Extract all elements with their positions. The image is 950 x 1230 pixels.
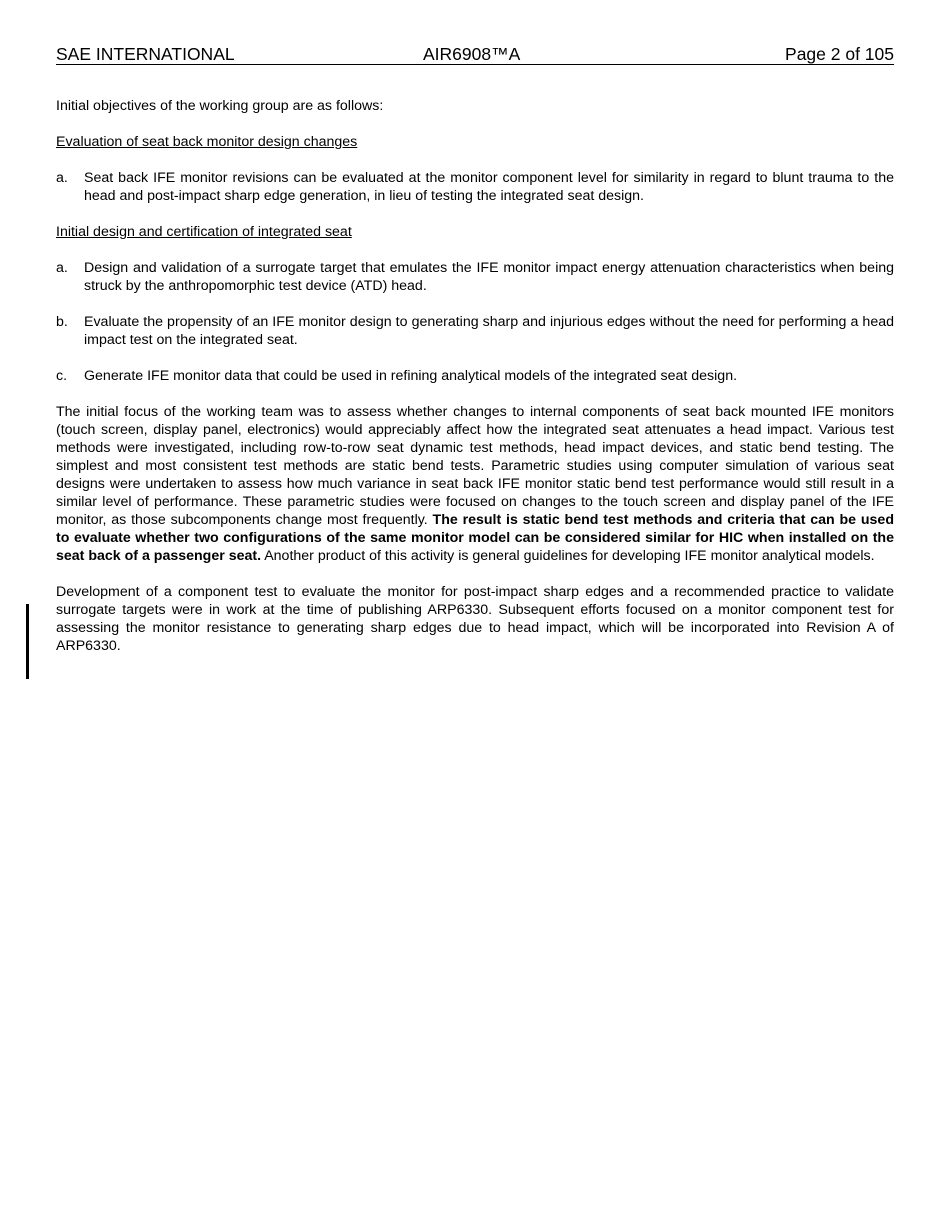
list-item-text: Design and validation of a surrogate target that emulates the IFE monitor impact energy attenuation characteristics when being struck by the anthropomorphic test device (ATD) head. xyxy=(84,260,894,294)
list-marker: c. xyxy=(56,368,68,384)
list-marker: a. xyxy=(56,260,68,276)
paragraph-bold-result: The result is static bend test methods and criteria that can be used to evaluate whether two configurations of the same monitor model can be considered similar for HIC when installed on the seat back of a passenger seat. xyxy=(56,512,894,564)
paragraph-initial-focus xyxy=(56,403,894,565)
list-item xyxy=(56,313,894,349)
list-item xyxy=(56,367,894,385)
header-organization: SAE INTERNATIONAL xyxy=(56,44,235,64)
revision-change-bar xyxy=(26,604,29,679)
list-item-text: Evaluate the propensity of an IFE monitor design to generating sharp and injurious edges without the need for performing a head impact test on the integrated seat. xyxy=(84,314,894,348)
list-item-text: Seat back IFE monitor revisions can be evaluated at the monitor component level for similarity in regard to blunt trauma to the head and post-impact sharp edge generation, in lieu of testing the integrated seat design. xyxy=(84,170,894,204)
list-item-text: Generate IFE monitor data that could be used in refining analytical models of the integrated seat design. xyxy=(84,368,738,384)
list-marker: a. xyxy=(56,170,68,186)
page-header xyxy=(56,44,894,65)
list-item xyxy=(56,259,894,295)
intro-text: Initial objectives of the working group are as follows: xyxy=(56,98,384,114)
section-heading-integrated-seat: Initial design and certification of integrated seat xyxy=(56,224,352,240)
list-marker: b. xyxy=(56,314,68,330)
list-item xyxy=(56,169,894,205)
document-body xyxy=(56,97,894,655)
header-document-id: AIR6908™A xyxy=(423,44,521,64)
paragraph-component-test: Development of a component test to evaluate the monitor for post-impact sharp edges and a recommended practice to validate surrogate targets were in work at the time of publishing ARP6330. Subsequent efforts focused on a monitor component test for assessing the monitor resistance to generating sharp edges due to head impact, which will be incorporated into Revision A of ARP6330. xyxy=(56,584,894,654)
paragraph-text: Another product of this activity is general guidelines for developing IFE monitor analytical models. xyxy=(261,548,875,564)
section-heading-seat-back-monitor: Evaluation of seat back monitor design changes xyxy=(56,134,358,150)
paragraph-text: The initial focus of the working team was to assess whether changes to internal components of seat back mounted IFE monitors (touch screen, display panel, electronics) would appreciably affect how the integrated seat attenuates a head impact. Various test methods were investigated, including row-to-row seat dynamic test methods, head impact devices, and static bend testing. The simplest and most consistent test methods are static bend tests. Parametric studies using computer simulation of various seat designs were undertaken to assess how much variance in seat back IFE monitor static bend test performance would still result in a similar level of performance. These parametric studies were focused on changes to the touch screen and display panel of the IFE monitor, as those subcomponents change most frequently. xyxy=(56,404,894,528)
header-page-number: Page 2 of 105 xyxy=(785,44,894,64)
